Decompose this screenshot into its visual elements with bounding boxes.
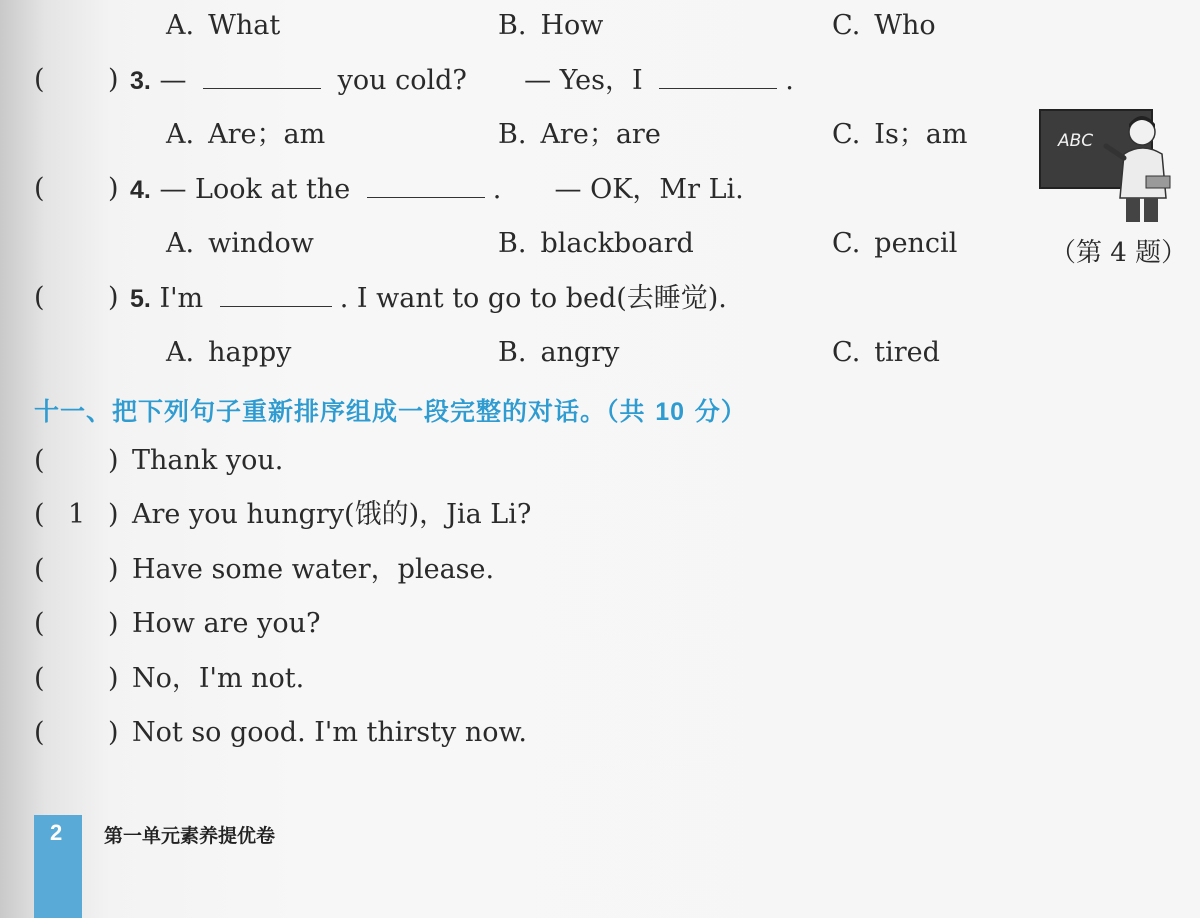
question-text: — OK，Mr Li. [554, 174, 744, 205]
paren-close: ) [108, 663, 119, 694]
option-letter: A. [166, 119, 195, 150]
paren-close: ) [108, 499, 119, 530]
option-letter: A. [166, 337, 195, 368]
option-letter: C. [832, 10, 861, 41]
q4-answer-paren-open: ( [34, 173, 45, 204]
option-text: angry [540, 337, 620, 368]
option-text: Is；am [874, 119, 968, 150]
q2-option-c [832, 10, 936, 42]
section-heading [34, 392, 747, 428]
option-text: tired [874, 337, 940, 368]
question-text: I'm [159, 283, 204, 314]
option-text: How [540, 10, 604, 41]
q4-option-a [166, 228, 314, 260]
question-text: — [159, 65, 187, 96]
q2-option-b [498, 10, 603, 42]
q3-option-b [498, 119, 661, 151]
q5-option-c [832, 337, 940, 369]
q4-question [130, 173, 744, 206]
question-text: you cold? [337, 65, 467, 96]
answer-blank[interactable] [659, 64, 777, 89]
option-text: pencil [874, 228, 958, 259]
dialogue-sentence: Are you hungry(饿的)，Jia Li? [132, 499, 532, 530]
dialogue-sentence: No，I'm not. [132, 663, 305, 694]
q3-option-a [166, 119, 325, 151]
question-text: . I want to go to bed(去睡觉). [339, 283, 727, 314]
paren-open: ( [34, 554, 45, 585]
heading-points: 10 [655, 398, 686, 426]
heading-text: 分） [694, 397, 747, 426]
order-answer[interactable]: 1 [68, 499, 86, 530]
q5-answer-paren-open: ( [34, 282, 45, 313]
question-number: 3. [130, 67, 151, 95]
dialogue-sentence: How are you? [132, 608, 321, 639]
answer-blank[interactable] [367, 173, 485, 198]
option-text: Are；am [208, 119, 326, 150]
page-number: 2 [50, 820, 63, 845]
q5-answer-paren-close: ) [108, 282, 119, 313]
paren-open: ( [34, 499, 45, 530]
q4-answer-paren-close: ) [108, 173, 119, 204]
option-text: window [208, 228, 314, 259]
option-letter: B. [498, 337, 527, 368]
option-letter: B. [498, 228, 527, 259]
footer-title: 第一单元素养提优卷 [104, 825, 276, 847]
question-number: 4. [130, 176, 151, 204]
dialogue-sentence: Thank you. [132, 445, 284, 476]
option-letter: B. [498, 10, 527, 41]
option-letter: B. [498, 119, 527, 150]
option-letter: A. [166, 228, 195, 259]
q5-option-b [498, 337, 619, 369]
dialogue-sentence: Not so good. I'm thirsty now. [132, 717, 527, 748]
q3-option-c [832, 119, 968, 151]
option-text: blackboard [540, 228, 694, 259]
option-letter: C. [832, 337, 861, 368]
paren-close: ) [108, 608, 119, 639]
question-number: 5. [130, 285, 151, 313]
paren-open: ( [34, 445, 45, 476]
dialogue-sentence: Have some water，please. [132, 554, 495, 585]
paren-close: ) [108, 445, 119, 476]
answer-blank[interactable] [203, 64, 321, 89]
option-text: Are；are [540, 119, 661, 150]
q5-option-a [166, 337, 291, 369]
teacher-blackboard-illustration [1038, 106, 1186, 222]
paren-open: ( [34, 717, 45, 748]
q3-answer-paren-open: ( [34, 64, 45, 95]
paren-open: ( [34, 663, 45, 694]
paren-close: ) [108, 717, 119, 748]
figure-caption: （第 4 题） [1050, 238, 1188, 268]
option-letter: A. [166, 10, 195, 41]
option-text: Who [874, 10, 936, 41]
paren-open: ( [34, 608, 45, 639]
q4-option-b [498, 228, 694, 260]
q3-answer-paren-close: ) [108, 64, 119, 95]
option-letter: C. [832, 228, 861, 259]
option-text: happy [208, 337, 292, 368]
q2-option-a [166, 10, 280, 42]
q3-question [130, 64, 794, 97]
blackboard-text: ABC [1058, 131, 1094, 151]
question-text: . [785, 65, 794, 96]
option-letter: C. [832, 119, 861, 150]
question-text: — Yes，I [524, 65, 643, 96]
answer-blank[interactable] [220, 282, 332, 307]
q5-question [130, 282, 727, 315]
question-text: — Look at the [159, 174, 351, 205]
heading-text: 十一、把下列句子重新排序组成一段完整的对话。（共 [34, 397, 646, 426]
option-text: What [208, 10, 281, 41]
q4-option-c [832, 228, 957, 260]
question-text: . [492, 174, 502, 205]
paren-close: ) [108, 554, 119, 585]
